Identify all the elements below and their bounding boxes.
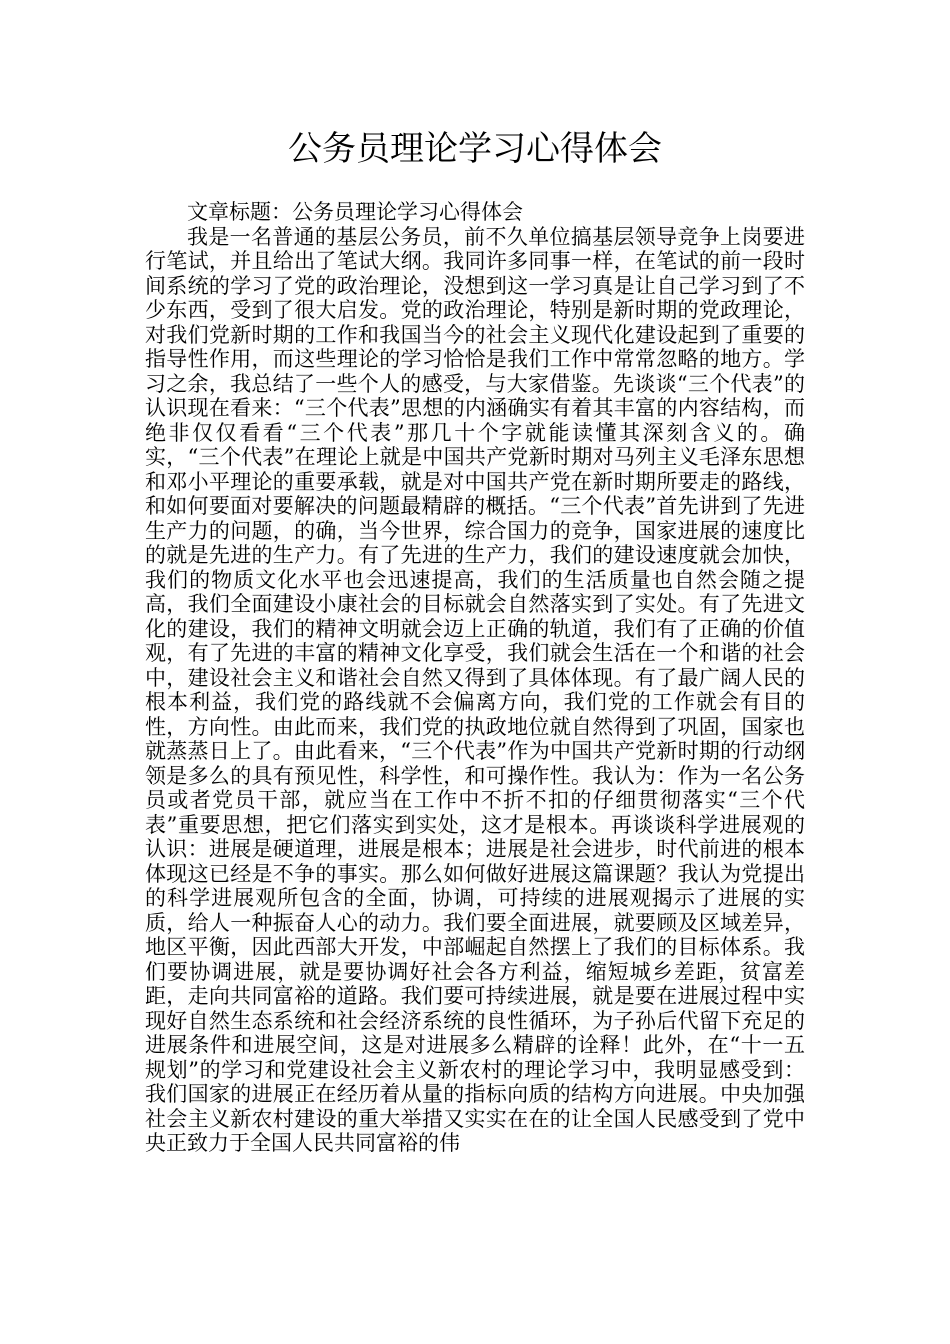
document-title: 公务员理论学习心得体会 [288,129,662,169]
article-title-line: 文章标题：公务员理论学习心得体会 [187,200,523,224]
body-paragraph: 我是一名普通的基层公务员，前不久单位搞基层领导竞争上岗要进行笔试，并且给出了笔试大纲。我同许多同事一样，在笔试的前一段时间系统的学习了党的政治理论，没想到这一学习真是让自己学习到了不少东西，受到了很大启发。党的政治理论，特别是新时期的党政理论，对我们党新时期的工作和我国当今的社会主义现代化建设起到了重要的指导性作用，而这些理论的学习恰恰是我们工作中常常忽略的地方。学习之余，我总结了一些个人的感受，与大家借鉴。先谈谈“三个代表”的认识现在看来：“三个代表”思想的内涵确实有着其丰富的内容结构，而绝非仅仅看看“三个代表”那几十个字就能读懂其深刻含义的。确实，“三个代表”在理论上就是中国共产党新时期对马列主义毛泽东思想和邓小平理论的重要承载，就是对中国共产党在新时期所要走的路线，和如何要面对要解决的问题最精辟的概括。“三个代表”首先讲到了先进生产力的问题，的确，当今世界，综合国力的竞争，国家进展的速度比的就是先进的生产力。有了先进的生产力，我们的建设速度就会加快，我们的物质文化水平也会迅速提高，我们的生活质量也自然会随之提高，我们全面建设小康社会的目标就会自然落实到了实处。有了先进文化的建设，我们的精神文明就会迈上正确的轨道，我们有了正确的价值观，有了先进的丰富的精神文化享受，我们就会生活在一个和谐的社会中，建设社会主义和谐社会自然又得到了具体体现。有了最广阔人民的根本利益，我们党的路线就不会偏离方向，我们党的工作就会有目的性，方向性。由此而来，我们党的执政地位就自然得到了巩固，国家也就蒸蒸日上了。由此看来，“三个代表”作为中国共产党新时期的行动纲领是多么的具有预见性，科学性，和可操作性。我认为：作为一名公务员或者党员干部，就应当在工作中不折不扣的仔细贯彻落实“三个代表”重要思想，把它们落实到实处，这才是根本。再谈谈科学进展观的认识：进展是硬道理，进展是根本；进展是社会进步，时代前进的根本体现这已经是不争的事实。那么如何做好进展这篇课题？我认为党提出的科学进展观所包含的全面，协调，可持续的进展观揭示了进展的实质，给人一种振奋人心的动力。我们要全面进展，就要顾及区域差异，地区平衡，因此西部大开发，中部崛起自然摆上了我们的目标体系。我们要协调进展，就是要协调好社会各方利益，缩短城乡差距，贫富差距，走向共同富裕的道路。我们要可持续进展，就是要在进展过程中实现好自然生态系统和社会经济系统的良性循环，为子孙后代留下充足的进展条件和进展空间，这是对进展多么精辟的诠释！此外，在“十一五规划”的学习和党建设社会主义新农村的理论学习中，我明显感受到：我们国家的进展正在经历着从量的指标向质的结构方向进展。中央加强社会主义新农村建设的重大举措又实实在在的让全国人民感受到了党中央正致力于全国人民共同富裕的伟 [145,224,805,1155]
document-body [145,200,805,1156]
